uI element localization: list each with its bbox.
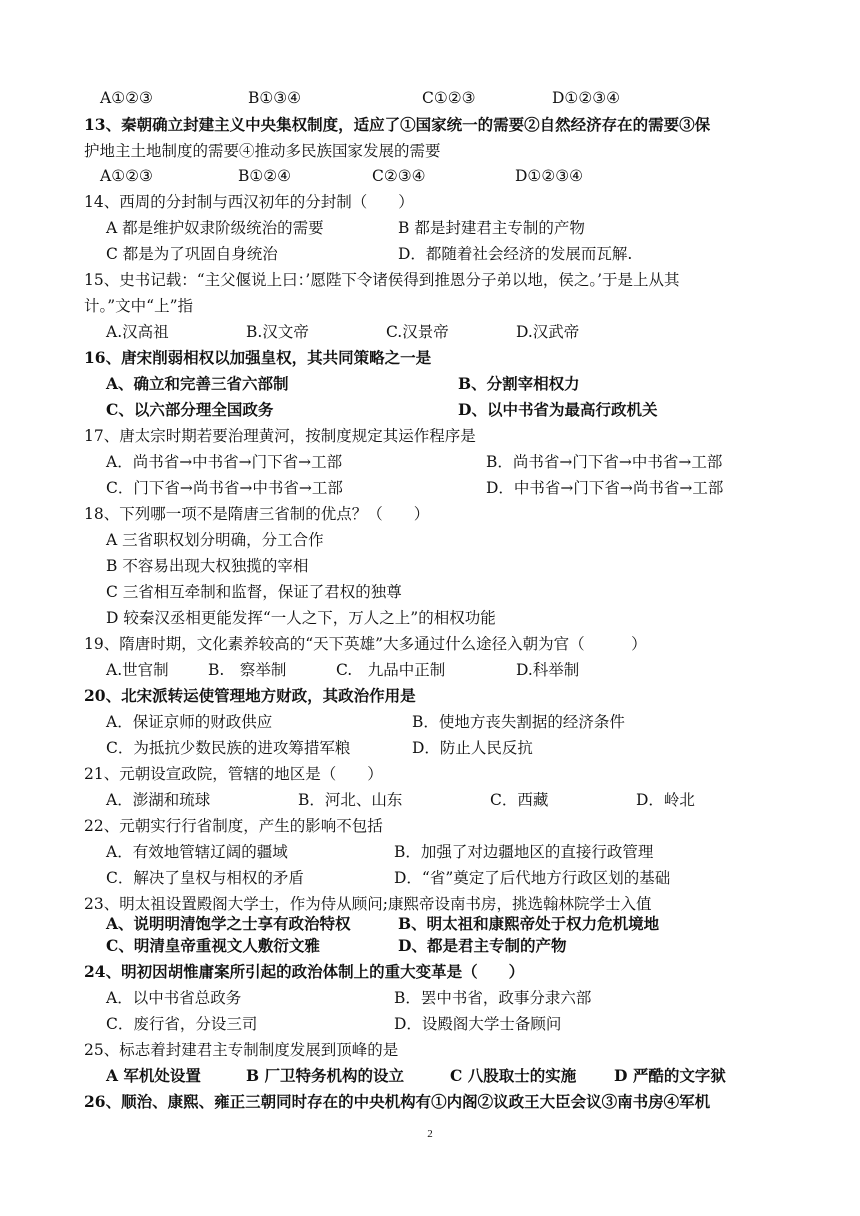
q20-option-a: A．保证京师的财政供应 — [106, 713, 273, 731]
q15-option-a: A.汉高祖 — [106, 323, 169, 341]
q12-option-d: D①②③④ — [552, 89, 621, 107]
q14-stem: 14、西周的分封制与西汉初年的分封制（ ） — [84, 193, 414, 211]
q21-option-c: C．西藏 — [490, 791, 549, 809]
q24-option-a: A．以中书省总政务 — [106, 989, 242, 1007]
q22-option-b: B．加强了对边疆地区的直接行政管理 — [394, 843, 654, 861]
q15-stem-line1: 15、史书记载：“主父偃说上曰：’愿陛下令诸侯得到推恩分子弟以地，侯之。’于是上从其 — [84, 271, 680, 289]
q20-option-c: C．为抵抗少数民族的进攻筹措军粮 — [106, 739, 351, 757]
q24-option-b: B．罢中书省，政事分隶六部 — [394, 989, 592, 1007]
page-number: 2 — [427, 1128, 433, 1140]
q26-stem: 26、顺治、康熙、雍正三朝同时存在的中央机构有①内阁②议政王大臣会议③南书房④军机 — [84, 1092, 711, 1111]
q22-stem: 22、元朝实行行省制度，产生的影响不包括 — [84, 817, 383, 835]
q17-option-d: D．中书省→门下省→尚书省→工部 — [486, 479, 724, 497]
q25-option-a: A 军机处设置 — [106, 1066, 201, 1085]
q16-stem: 16、唐宋削弱相权以加强皇权，其共同策略之一是 — [84, 348, 432, 367]
q17-stem: 17、唐太宗时期若要治理黄河，按制度规定其运作程序是 — [84, 427, 476, 445]
q16-option-a: A、确立和完善三省六部制 — [106, 374, 289, 393]
q17-option-a: A．尚书省→中书省→门下省→工部 — [106, 453, 343, 471]
q18-option-d: D 较秦汉丞相更能发挥“一人之下，万人之上”的相权功能 — [106, 609, 496, 627]
q19-option-c: C. 九品中正制 — [336, 661, 446, 679]
q19-stem: 19、隋唐时期，文化素养较高的“天下英雄”大多通过什么途径入朝为官（ ） — [84, 635, 647, 653]
q22-option-c: C．解决了皇权与相权的矛盾 — [106, 869, 304, 887]
q12-option-a: A①②③ — [100, 89, 153, 107]
q16-option-d: D、以中书省为最高行政机关 — [458, 400, 658, 419]
q21-option-d: D．岭北 — [636, 791, 695, 809]
q15-stem-line2: 计。”文中“上”指 — [84, 297, 194, 315]
q15-option-d: D.汉武帝 — [516, 323, 580, 341]
q24-stem: 24、明初因胡惟庸案所引起的政治体制上的重大变革是（ ） — [84, 962, 525, 981]
q21-option-a: A．澎湖和琉球 — [106, 791, 211, 809]
q15-option-c: C.汉景帝 — [386, 323, 449, 341]
q15-option-b: B.汉文帝 — [246, 323, 309, 341]
q20-stem: 20、北宋派转运使管理地方财政，其政治作用是 — [84, 686, 416, 705]
q18-option-a: A 三省职权划分明确，分工合作 — [106, 531, 324, 549]
q14-option-b: B 都是封建君主专制的产物 — [398, 219, 585, 237]
q14-option-d: D．都随着社会经济的发展而瓦解. — [398, 245, 633, 263]
q23-option-c: C、明清皇帝重视文人敷衍文雅 — [106, 936, 320, 955]
q25-option-b: B 厂卫特务机构的设立 — [246, 1066, 404, 1085]
q20-option-b: B．使地方丧失割据的经济条件 — [412, 713, 625, 731]
q14-option-c: C 都是为了巩固自身统治 — [106, 245, 278, 263]
q25-stem: 25、标志着封建君主专制制度发展到顶峰的是 — [84, 1041, 399, 1059]
q12-option-c: C①②③ — [422, 89, 476, 107]
q23-stem: 23、明太祖设置殿阁大学士，作为侍从顾问;康熙帝设南书房，挑选翰林院学士入值 — [84, 895, 652, 913]
q17-option-c: C．门下省→尚书省→中书省→工部 — [106, 479, 343, 497]
q13-option-b: B①②④ — [238, 167, 292, 185]
q24-option-d: D．设殿阁大学士备顾问 — [394, 1015, 562, 1033]
q18-option-b: B 不容易出现大权独揽的宰相 — [106, 557, 309, 575]
q16-option-b: B、分割宰相权力 — [458, 374, 580, 393]
q22-option-d: D．“省”奠定了后代地方行政区划的基础 — [394, 869, 671, 887]
q25-option-c: C 八股取士的实施 — [450, 1066, 577, 1085]
q12-option-b: B①③④ — [248, 89, 302, 107]
q17-option-b: B．尚书省→门下省→中书省→工部 — [486, 453, 723, 471]
q16-option-c: C、以六部分理全国政务 — [106, 400, 274, 419]
q20-option-d: D．防止人民反抗 — [412, 739, 533, 757]
q25-option-d: D 严酷的文字狱 — [614, 1066, 726, 1085]
q13-stem-line1: 13、秦朝确立封建主义中央集权制度，适应了①国家统一的需要②自然经济存在的需要③保 — [84, 115, 711, 134]
q13-option-a: A①②③ — [100, 167, 153, 185]
q23-option-a: A、说明明清饱学之士享有政治特权 — [106, 914, 351, 933]
q19-option-d: D.科举制 — [516, 661, 580, 679]
q18-option-c: C 三省相互牵制和监督，保证了君权的独尊 — [106, 583, 402, 601]
q13-stem-line2: 护地主土地制度的需要④推动多民族国家发展的需要 — [84, 142, 441, 160]
q18-stem: 18、下列哪一项不是隋唐三省制的优点？（ ） — [84, 505, 430, 523]
q21-option-b: B．河北、山东 — [298, 791, 403, 809]
q13-option-c: C②③④ — [372, 167, 426, 185]
q13-option-d: D①②③④ — [515, 167, 584, 185]
q23-option-b: B、明太祖和康熙帝处于权力危机境地 — [398, 914, 660, 933]
q21-stem: 21、元朝设宣政院，管辖的地区是（ ） — [84, 765, 383, 783]
q23-option-d: D、都是君主专制的产物 — [398, 936, 567, 955]
q19-option-a: A.世官制 — [106, 661, 169, 679]
q19-option-b: B. 察举制 — [208, 661, 287, 679]
q14-option-a: A 都是维护奴隶阶级统治的需要 — [106, 219, 324, 237]
q24-option-c: C．废行省，分设三司 — [106, 1015, 258, 1033]
q22-option-a: A．有效地管辖辽阔的疆域 — [106, 843, 288, 861]
